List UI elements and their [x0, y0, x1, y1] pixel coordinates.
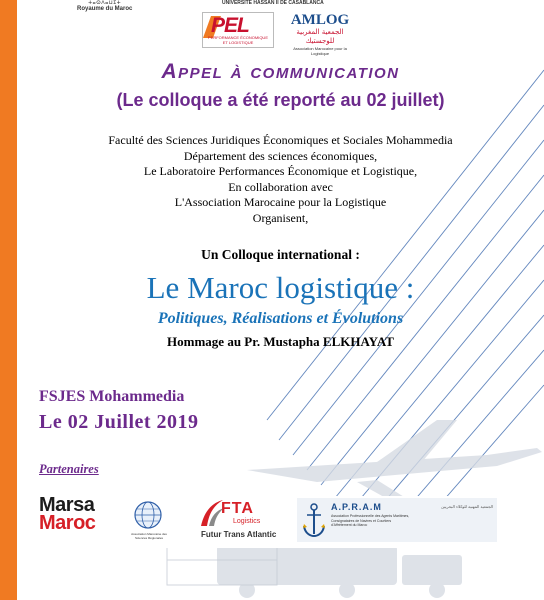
organizer-line: Organisent, [252, 210, 309, 225]
amlog-logo [285, 12, 355, 56]
pel-logo-text: PEL [211, 14, 249, 37]
amlog-logo-text: AMLOG [290, 12, 350, 28]
orange-side-bar [0, 0, 17, 600]
poster [17, 0, 544, 600]
fta-logistics: Logistics [233, 518, 261, 525]
pel-tagline: PERFORMANCE ÉCONOMIQUE ET LOGISTIQUE [207, 35, 268, 45]
partner-logos [39, 496, 499, 548]
postponed-notice: (Le colloque a été reporté au 02 juillet) [116, 90, 445, 110]
organizer-line: Faculté des Sciences Juridiques Économiques et Sociales Mohammedia [108, 133, 453, 147]
organizer-line: Le Laboratoire Performances Économique et Logistique, [143, 164, 418, 178]
fta-company-name: Futur Trans Atlantic [201, 530, 277, 539]
organizers-block [17, 133, 544, 226]
apram-french-name: Association Professionnelle des Agents Maritimes, Consignataires de Navires et Courtiers d'Affrètement du Maroc [331, 514, 410, 527]
apram-arabic-name: الجمعية المهنية للوكلاء البحريين [441, 504, 493, 509]
amlog-arabic: الجمعية المغربية للوجستيك [296, 28, 344, 45]
hommage-line: Hommage au Pr. Mustapha ELKHAYAT [167, 334, 394, 349]
fta-logo-text: FTA [221, 500, 254, 517]
event-place: FSJES Mohammedia [39, 388, 185, 405]
call-for-papers-title: Appel à communication [161, 60, 400, 83]
organizer-line: Département des sciences économiques, [183, 148, 378, 163]
colloque-subtitle: Politiques, Réalisations et Évolutions [157, 310, 404, 327]
apram-logo [297, 498, 497, 542]
emblem-line-1: ⵜⴰⵙⴷⴰⵡⵉⵜ [88, 0, 122, 6]
fta-logo [199, 496, 283, 544]
header-logos [17, 0, 544, 56]
globe-caption: Association Marocaine des Sciences Régionales [131, 532, 167, 540]
apram-logo-text: A.P.R.A.M [331, 502, 382, 512]
pel-logo [202, 12, 274, 48]
maroc-word: Maroc [39, 512, 96, 534]
anchor-icon [301, 502, 327, 538]
marsa-word: Marsa [39, 494, 95, 516]
marsa-maroc-logo [39, 496, 117, 540]
kingdom-emblem [77, 0, 132, 12]
university-name: UNIVERSITÉ HASSAN II DE CASABLANCA [222, 0, 324, 6]
amlog-tagline: Association Marocaine pour la Logistique [293, 46, 347, 56]
event-date: Le 02 Juillet 2019 [39, 411, 199, 433]
globe-icon [133, 500, 163, 530]
partners-label: Partenaires [39, 462, 99, 476]
colloque-title: Le Maroc logistique : [146, 270, 415, 305]
emblem-line-2: Royaume du Maroc [77, 6, 133, 12]
organizer-line: En collaboration avec [228, 179, 333, 194]
organizer-line: L'Association Marocaine pour la Logistique [174, 195, 387, 209]
colloque-intro: Un Colloque international : [201, 247, 360, 262]
